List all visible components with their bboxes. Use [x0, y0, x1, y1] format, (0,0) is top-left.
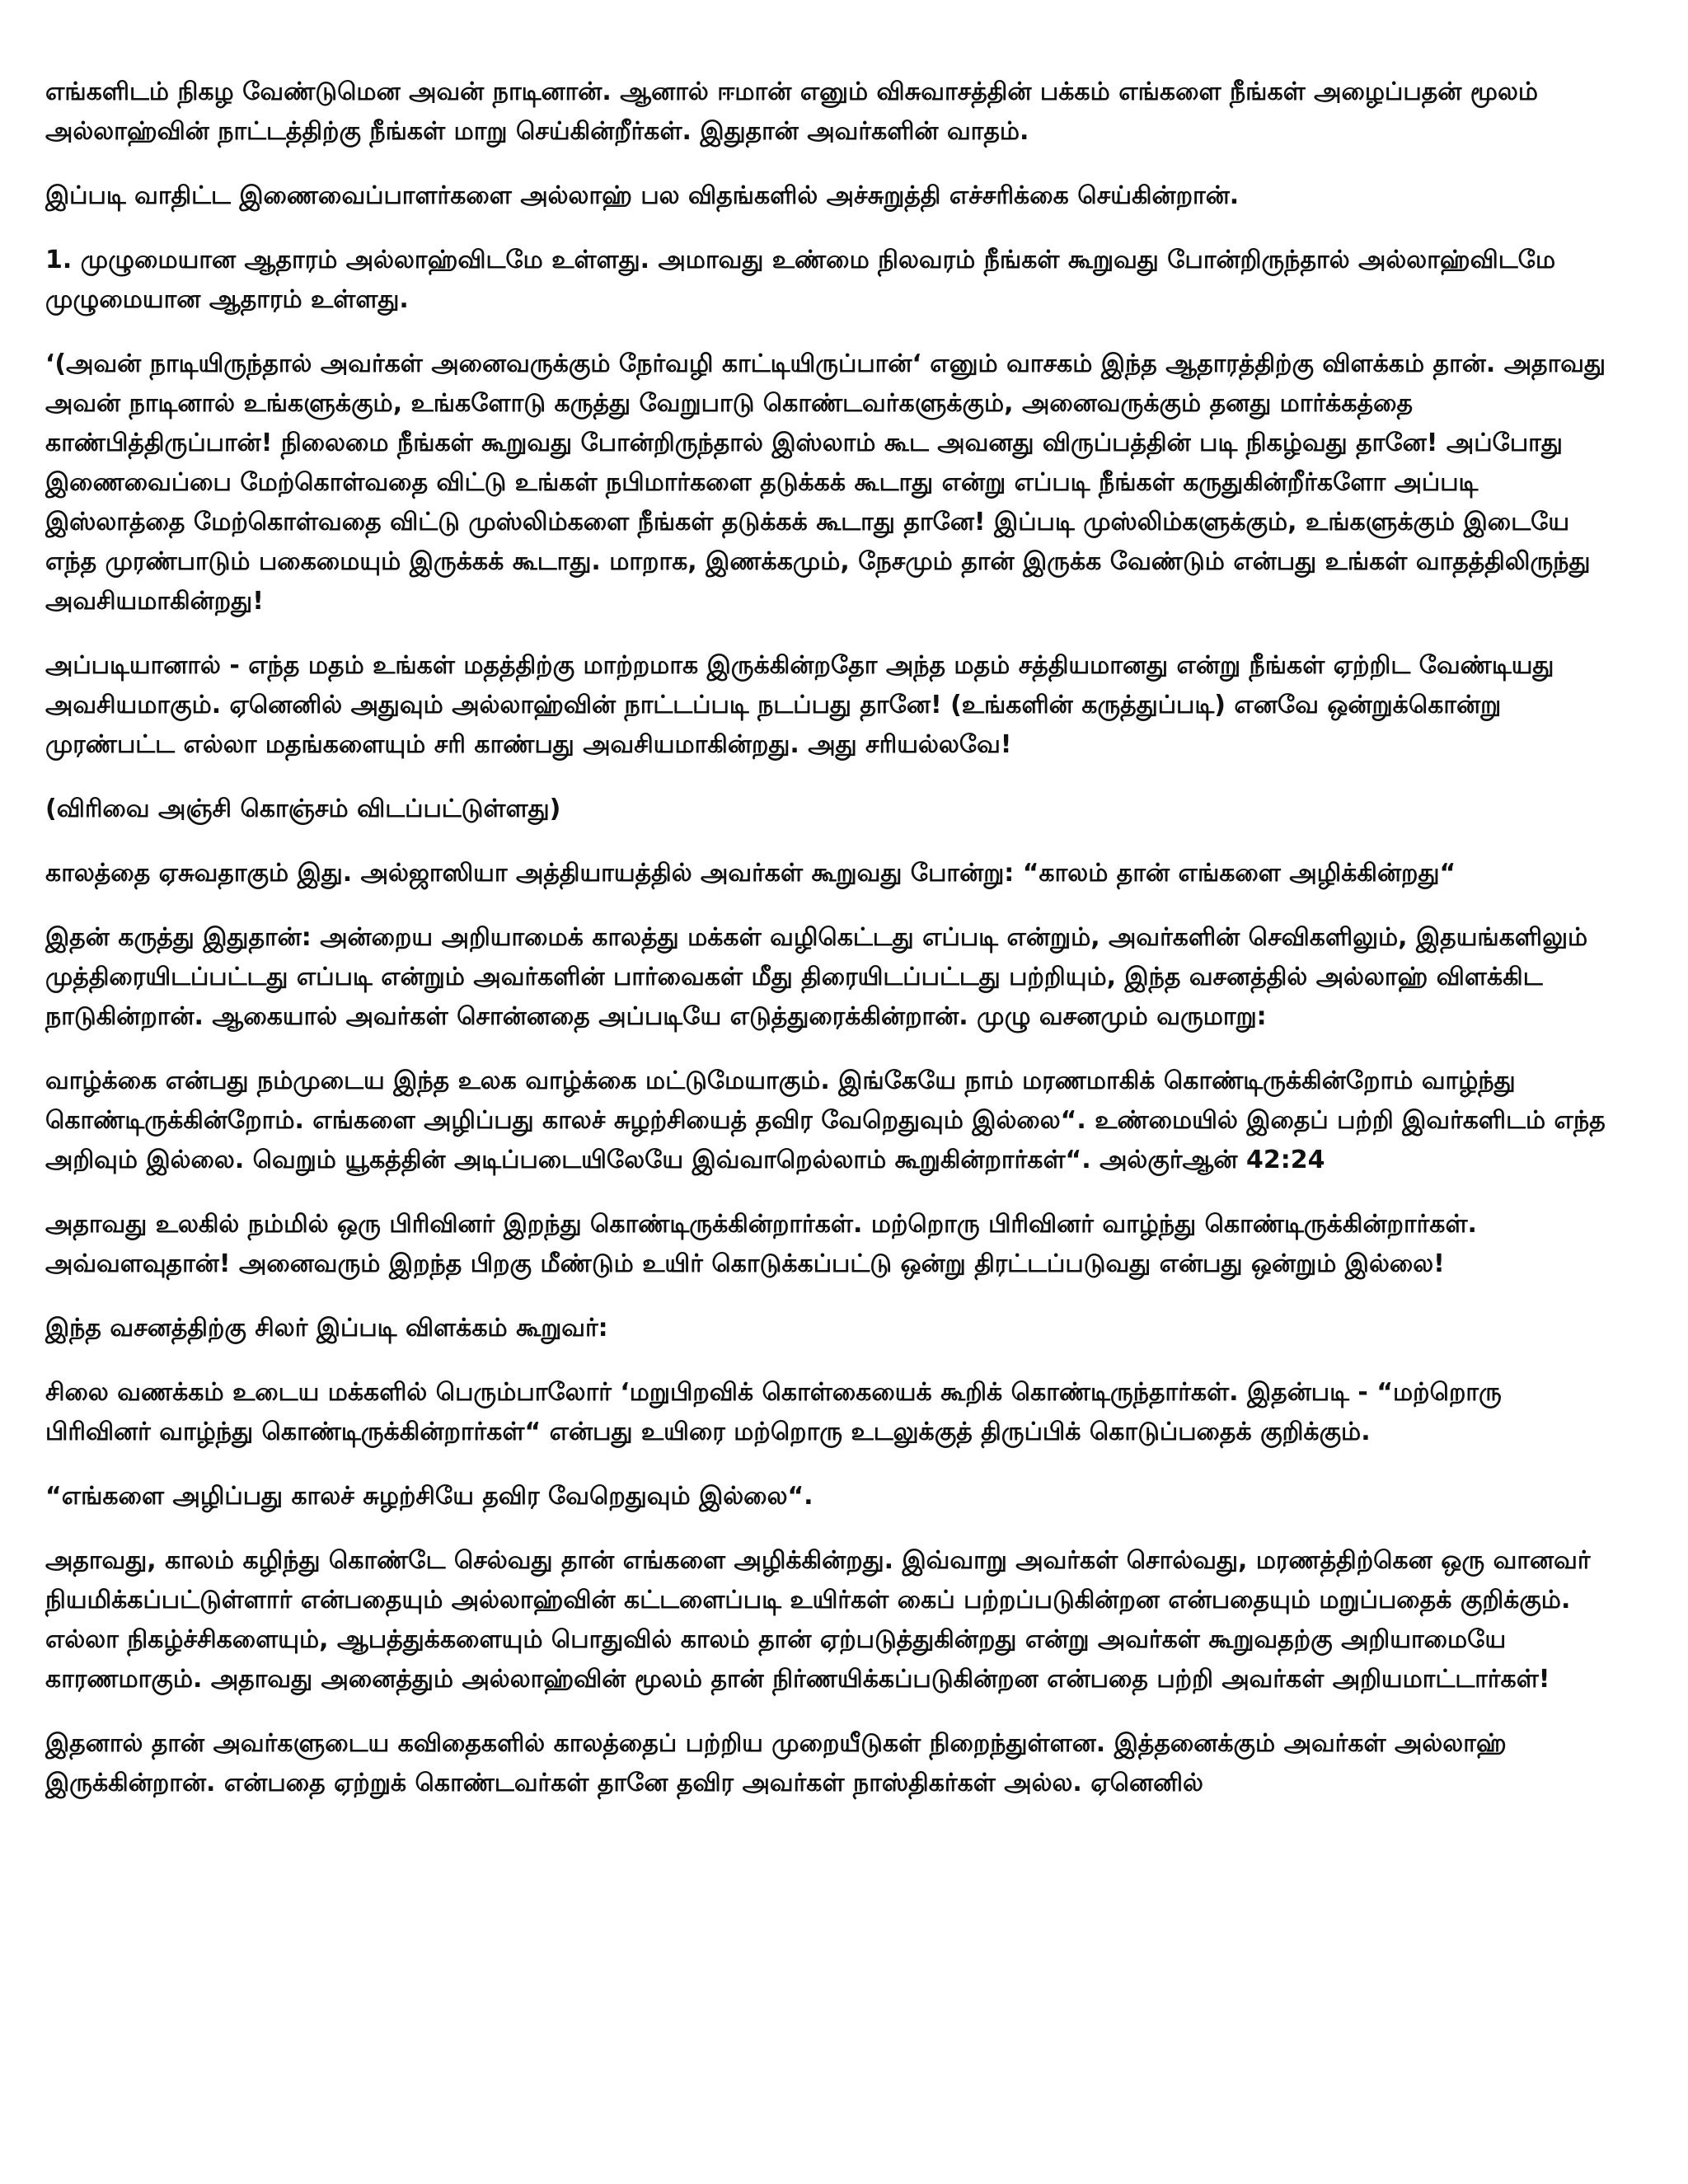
paragraph: (விரிவை அஞ்சி கொஞ்சம் விடப்பட்டுள்ளது): [45, 794, 561, 823]
paragraph: அதாவது, காலம் கழிந்து கொண்டே செல்வது தான் எங்களை அழிக்கின்றது. இவ்வாறு அவர்கள் சொல்வது, மரணத்திற்கென ஒரு வானவர் நியமிக்கப்பட்டுள்ளார் என்பதையும் அல்லாஹ்வின் கட்டளைப்படி உயிர்கள் கைப் பற்றப்படுகின்றன என்பதையும் மறுப்பதைக் குறிக்கும். எல்லா நிகழ்ச்சிகளையும், ஆபத்துக்களையும் பொதுவில் காலம் தான் ஏற்படுத்துகின்றது என்று அவர்கள் கூறுவதற்கு அறியாமையே காரணமாகும். அதாவது அனைத்தும் அல்லாஹ்வின் மூலம் தான் நிர்ணயிக்கப்படுகின்றன என்பதை பற்றி அவர்கள் அறியமாட்டார்கள்!: [45, 1546, 1591, 1694]
paragraph: வாழ்க்கை என்பது நம்முடைய இந்த உலக வாழ்க்கை மட்டுமேயாகும். இங்கேயே நாம் மரணமாகிக் கொண்டிருக்கின்றோம் வாழ்ந்து கொண்டிருக்கின்றோம். எங்களை அழிப்பது காலச் சுழற்சியைத் தவிர வேறெதுவும் இல்லை“. உண்மையில் இதைப் பற்றி இவர்களிடம் எந்த அறிவும் இல்லை. வெறும் யூகத்தின் அடிப்படையிலேயே இவ்வாறெல்லாம் கூறுகின்றார்கள்“. அல்குர்ஆன் 42:24: [45, 1066, 1606, 1174]
paragraph: சிலை வணக்கம் உடைய மக்களில் பெரும்பாலோர் ‘மறுபிறவிக் கொள்கையைக் கூறிக் கொண்டிருந்தார்கள். இதன்படி - “மற்றொரு பிரிவினர் வாழ்ந்து கொண்டிருக்கின்றார்கள்“ என்பது உயிரை மற்றொரு உடலுக்குத் திருப்பிக் கொடுப்பதைக் குறிக்கும்.: [45, 1378, 1502, 1446]
paragraph: 1. முழுமையான ஆதாரம் அல்லாஹ்விடமே உள்ளது. அமாவது உண்மை நிலவரம் நீங்கள் கூறுவது போன்றிருந்தால் அல்லாஹ்விடமே முழுமையான ஆதாரம் உள்ளது.: [45, 246, 1556, 314]
paragraph: இதன் கருத்து இதுதான்: அன்றைய அறியாமைக் காலத்து மக்கள் வழிகெட்டது எப்படி என்றும், அவர்களின் செவிகளிலும், இதயங்களிலும் முத்திரையிடப்பட்டது எப்படி என்றும் அவர்களின் பார்வைகள் மீது திரையிடப்பட்டது பற்றியும், இந்த வசனத்தில் அல்லாஹ் விளக்கிட நாடுகின்றான். ஆகையால் அவர்கள் சொன்னதை அப்படியே எடுத்துரைக்கின்றான். முழு வசனமும் வருமாறு:: [45, 923, 1588, 1031]
paragraph: ‘(அவன் நாடியிருந்தால் அவர்கள் அனைவருக்கும் நேர்வழி காட்டியிருப்பான்‘ எனும் வாசகம் இந்த ஆதாரத்திற்கு விளக்கம் தான். அதாவது அவன் நாடினால் உங்களுக்கும், உங்களோடு கருத்து வேறுபாடு கொண்டவர்களுக்கும், அனைவருக்கும் தனது மார்க்கத்தை காண்பித்திருப்பான்! நிலைமை நீங்கள் கூறுவது போன்றிருந்தால் இஸ்லாம் கூட அவனது விருப்பத்தின் படி நிகழ்வது தானே! அப்போது இணைவைப்பை மேற்கொள்வதை விட்டு உங்கள் நபிமார்களை தடுக்கக் கூடாது என்று எப்படி நீங்கள் கருதுகின்றீர்களோ அப்படி இஸ்லாத்தை மேற்கொள்வதை விட்டு முஸ்லிம்களை நீங்கள் தடுக்கக் கூடாது தானே! இப்படி முஸ்லிம்களுக்கும், உங்களுக்கும் இடையே எந்த முரண்பாடும் பகைமையும் இருக்கக் கூடாது. மாறாக, இணக்கமும், நேசமும் தான் இருக்க வேண்டும் என்பது உங்கள் வாதத்திலிருந்து அவசியமாகின்றது!: [45, 349, 1606, 616]
paragraph: இந்த வசனத்திற்கு சிலர் இப்படி விளக்கம் கூறுவர்:: [45, 1314, 608, 1343]
paragraph: காலத்தை ஏசுவதாகும் இது. அல்ஜாஸியா அத்தியாயத்தில் அவர்கள் கூறுவது போன்று: “காலம் தான் எங்களை அழிக்கின்றது“: [45, 859, 1456, 888]
paragraph: இதனால் தான் அவர்களுடைய கவிதைகளில் காலத்தைப் பற்றிய முறையீடுகள் நிறைந்துள்ளன. இத்தனைக்கும் அவர்கள் அல்லாஹ் இருக்கின்றான். என்பதை ஏற்றுக் கொண்டவர்கள் தானே தவிர அவர்கள் நாஸ்திகர்கள் அல்ல. ஏனெனில்: [45, 1729, 1507, 1797]
paragraph: இப்படி வாதிட்ட இணைவைப்பாளர்களை அல்லாஹ் பல விதங்களில் அச்சுறுத்தி எச்சரிக்கை செய்கின்றான்.: [45, 181, 1240, 210]
paragraph: அப்படியானால் - எந்த மதம் உங்கள் மதத்திற்கு மாற்றமாக இருக்கின்றதோ அந்த மதம் சத்தியமானது என்று நீங்கள் ஏற்றிட வேண்டியது அவசியமாகும். ஏனெனில் அதுவும் அல்லாஹ்வின் நாட்டப்படி நடப்பது தானே! (உங்களின் கருத்துப்படி) எனவே ஒன்றுக்கொன்று முரண்பட்ட எல்லா மதங்களையும் சரி காண்பது அவசியமாகின்றது. அது சரியல்லவே!: [45, 651, 1554, 759]
paragraph: “எங்களை அழிப்பது காலச் சுழற்சியே தவிர வேறெதுவும் இல்லை“.: [45, 1482, 814, 1511]
paragraph: அதாவது உலகில் நம்மில் ஒரு பிரிவினர் இறந்து கொண்டிருக்கின்றார்கள். மற்றொரு பிரிவினர் வாழ்ந்து கொண்டிருக்கின்றார்கள். அவ்வளவுதான்! அனைவரும் இறந்த பிறகு மீண்டும் உயிர் கொடுக்கப்பட்டு ஒன்று திரட்டப்படுவது என்பது ஒன்றும் இல்லை!: [45, 1210, 1477, 1278]
paragraph: எங்களிடம் நிகழ வேண்டுமென அவன் நாடினான். ஆனால் ஈமான் எனும் விசுவாசத்தின் பக்கம் எங்களை நீங்கள் அழைப்பதன் மூலம் அல்லாஹ்வின் நாட்டத்திற்கு நீங்கள் மாறு செய்கின்றீர்கள். இதுதான் அவர்களின் வாதம்.: [45, 77, 1539, 146]
